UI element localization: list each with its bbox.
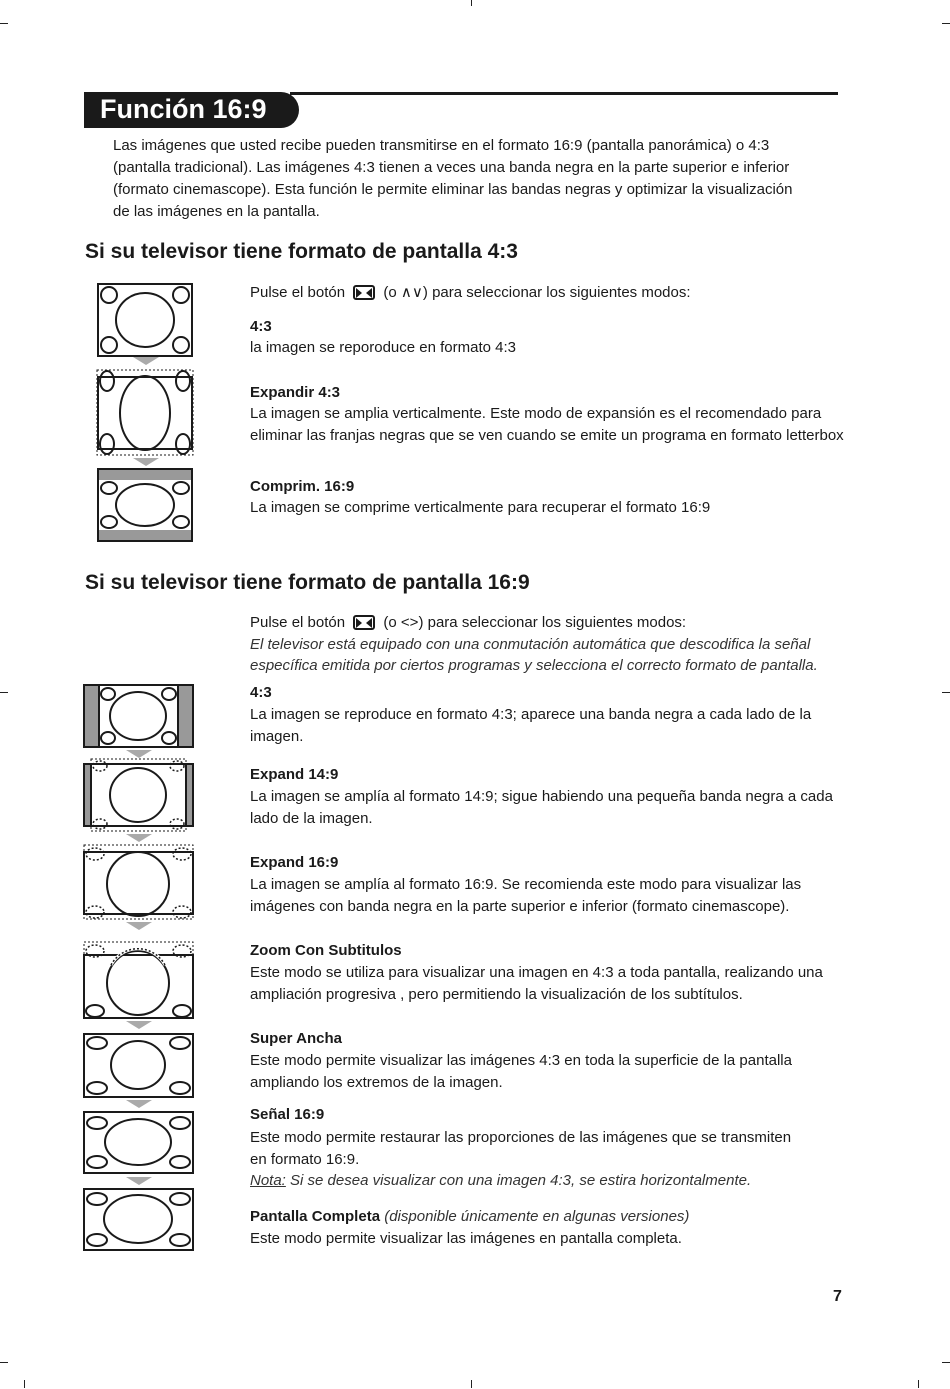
instruction-169 xyxy=(250,612,686,634)
mode-label: Expand 16:9 xyxy=(250,854,339,871)
mode-label: 4:3 xyxy=(250,684,272,701)
mode-description: imágenes con banda negra en la parte superior e inferior (formato cinemascope). xyxy=(250,898,790,915)
format-button-icon xyxy=(353,285,375,300)
mode-label: Expand 14:9 xyxy=(250,766,339,783)
mode-description: La imagen se reproduce en formato 4:3; aparece una banda negra a cada lado de la xyxy=(250,706,812,723)
arrow-down-icon xyxy=(133,458,159,467)
intro-line: (formato cinemascope). Esta función le permite eliminar las bandas negras y optimizar la visualización xyxy=(113,181,793,198)
note-text: Si se desea visualizar con una imagen 4:3, se estira horizontalmente. xyxy=(285,1172,752,1189)
tv-expand-169-illustration xyxy=(83,844,194,920)
page-number: 7 xyxy=(833,1288,842,1305)
mode-description: imagen. xyxy=(250,728,304,745)
mode-label: Comprim. 16:9 xyxy=(250,478,355,495)
mode-description: en formato 16:9. xyxy=(250,1151,360,1168)
mode-description: Este modo permite visualizar las imágenes 4:3 en toda la superficie de la pantalla xyxy=(250,1052,792,1069)
tv-169-43-illustration xyxy=(83,684,194,748)
format-button-icon xyxy=(353,615,375,630)
instruction-text: para seleccionar los siguientes modos: xyxy=(427,614,687,631)
mode-label-row xyxy=(250,1206,689,1228)
tv-signal-169-illustration xyxy=(83,1111,194,1174)
arrow-down-icon xyxy=(133,357,159,366)
tv-43-mode-illustration xyxy=(97,283,193,358)
mode-description: La imagen se amplia verticalmente. Este modo de expansión es el recomendado para xyxy=(250,405,822,422)
instruction-text: para seleccionar los siguientes modos: xyxy=(432,284,691,301)
mode-description: La imagen se comprime verticalmente para recuperar el formato 16:9 xyxy=(250,499,711,516)
mode-label: Pantalla Completa xyxy=(250,1208,381,1225)
mode-description: lado de la imagen. xyxy=(250,810,373,827)
arrow-down-icon xyxy=(126,834,152,843)
section-heading-43: Si su televisor tiene formato de pantalla 4:3 xyxy=(85,240,518,263)
instruction-keys: (o <>) xyxy=(383,614,424,631)
tv-expand-43-illustration xyxy=(96,369,194,456)
arrow-down-icon xyxy=(126,1100,152,1109)
mode-label: Señal 16:9 xyxy=(250,1106,325,1123)
mode-description: Este modo permite visualizar las imágenes en pantalla completa. xyxy=(250,1230,682,1247)
note-label: Nota: xyxy=(250,1172,286,1189)
page-title: Función 16:9 xyxy=(100,94,267,124)
mode-description: Este modo permite restaurar las proporciones de las imágenes que se transmiten xyxy=(250,1129,792,1146)
mode-label: 4:3 xyxy=(250,318,272,335)
mode-label: Expandir 4:3 xyxy=(250,384,341,401)
mode-description: Este modo se utiliza para visualizar una imagen en 4:3 a toda pantalla, realizando una xyxy=(250,964,823,981)
mode-label-suffix: (disponible únicamente en algunas versiones) xyxy=(384,1208,690,1225)
page-title-banner xyxy=(84,92,299,128)
mode-label: Zoom Con Subtitulos xyxy=(250,942,402,959)
instruction-text: Pulse el botón xyxy=(250,614,346,631)
tv-full-screen-illustration xyxy=(83,1188,194,1251)
intro-line: de las imágenes en la pantalla. xyxy=(113,203,320,220)
section-heading-169: Si su televisor tiene formato de pantalla 16:9 xyxy=(85,571,530,594)
tv-expand-149-illustration xyxy=(83,758,194,832)
mode-description: La imagen se amplía al formato 14:9; sigue habiendo una pequeña banda negra a cada xyxy=(250,788,833,805)
tv-super-wide-illustration xyxy=(83,1033,194,1098)
mode-description: La imagen se amplía al formato 16:9. Se recomienda este modo para visualizar las xyxy=(250,876,802,893)
mode-description: la imagen se reporoduce en formato 4:3 xyxy=(250,339,516,356)
intro-line: (pantalla tradicional). Las imágenes 4:3 tienen a veces una banda negra en la parte superior e inferior xyxy=(113,159,790,176)
arrow-down-icon xyxy=(126,1021,152,1030)
tv-compress-169-illustration xyxy=(97,468,193,542)
title-rule xyxy=(290,92,838,95)
intro-paragraph xyxy=(113,135,843,223)
mode-note xyxy=(250,1170,751,1192)
tv-zoom-subtitles-illustration xyxy=(83,941,194,1019)
auto-switch-note: específica emitida por ciertos programas y selecciona el correcto formato de pantalla. xyxy=(250,657,818,674)
intro-line: Las imágenes que usted recibe pueden transmitirse en el formato 16:9 (pantalla panorámica) o 4:3 xyxy=(113,137,770,154)
mode-description: ampliación progresiva , pero permitiendo la visualización de los subtítulos. xyxy=(250,986,743,1003)
arrow-down-icon xyxy=(126,1177,152,1186)
instruction-text: Pulse el botón xyxy=(250,284,346,301)
auto-switch-note: El televisor está equipado con una conmutación automática que descodifica la señal xyxy=(250,636,811,653)
arrow-down-icon xyxy=(126,922,152,931)
mode-description: eliminar las franjas negras que se ven cuando se emite un programa en formato letterbox xyxy=(250,427,844,444)
instruction-43 xyxy=(250,282,691,304)
instruction-keys: (o ∧∨) xyxy=(383,284,428,301)
mode-description: ampliando los extremos de la imagen. xyxy=(250,1074,503,1091)
mode-label: Super Ancha xyxy=(250,1030,342,1047)
